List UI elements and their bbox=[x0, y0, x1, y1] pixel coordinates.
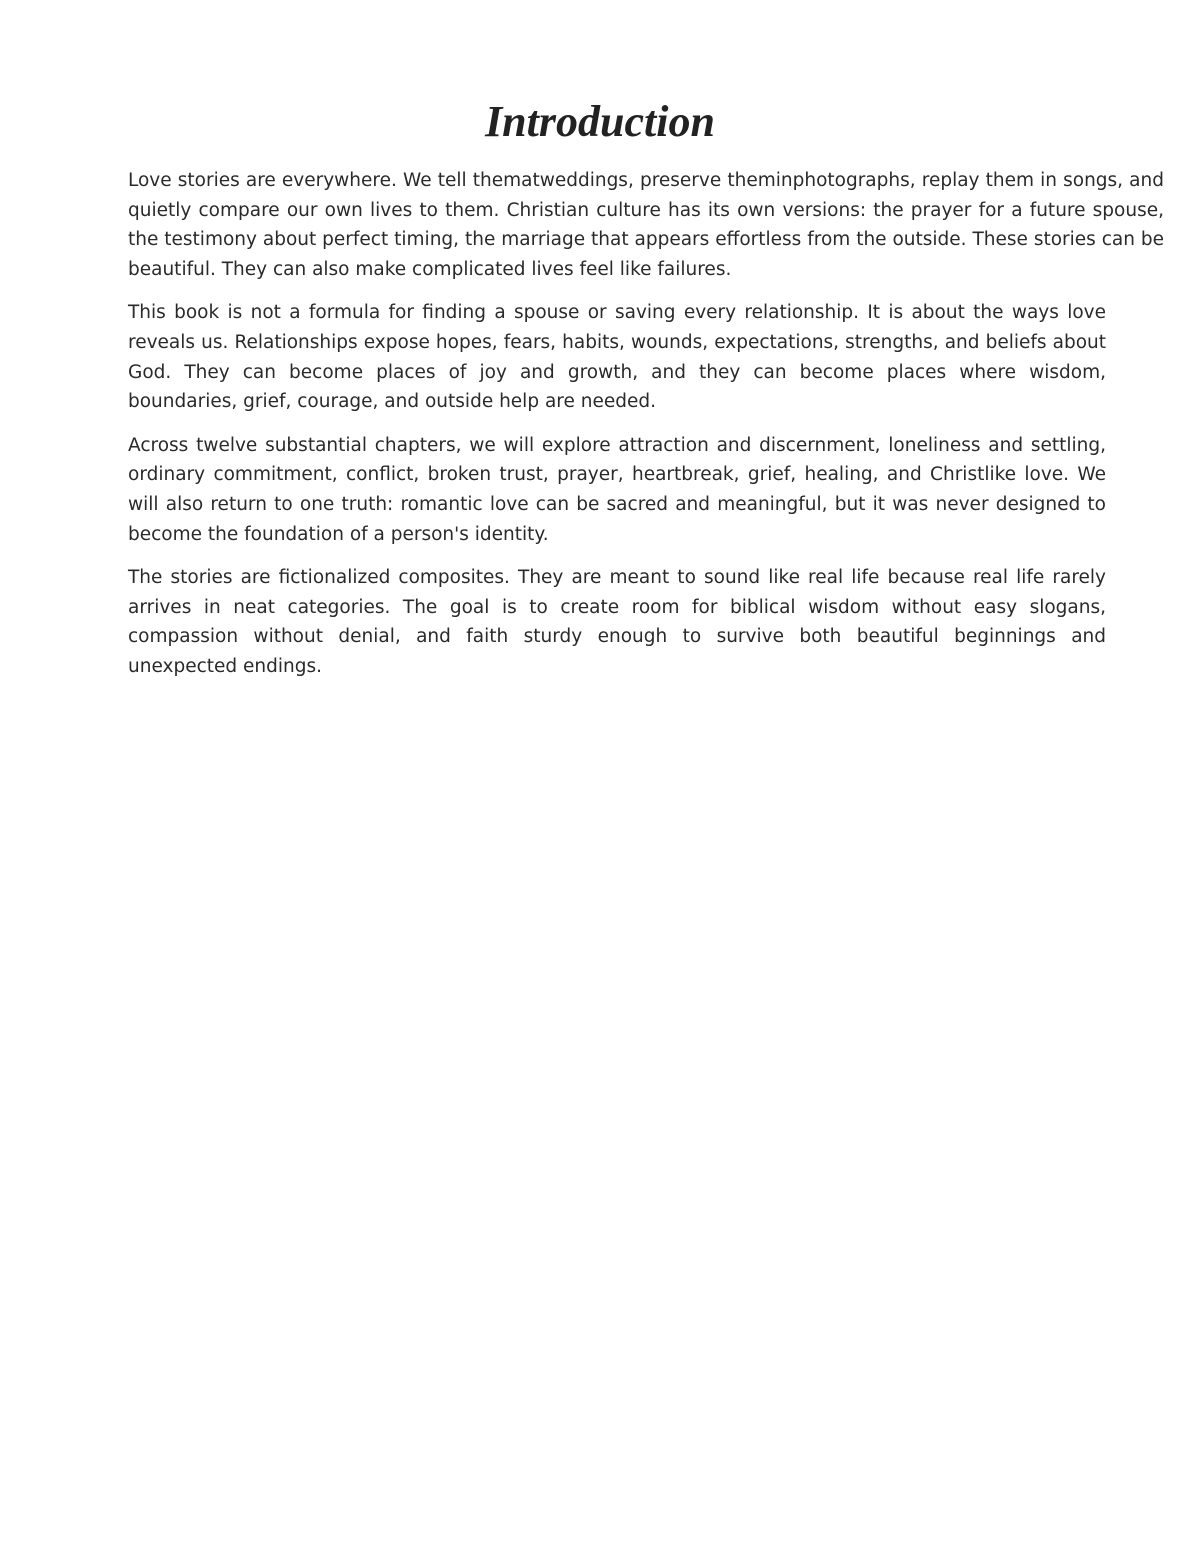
paragraph-1: Love stories are everywhere. We tell thematweddings, preserve theminphotographs, replay them in songs, and quietly compare our own lives to them. Christian culture has its own versions: the prayer for a future spouse, the testimony about perfect timing, the marriage that appears effortless from the outside. These stories can be beautiful. They can also make complicated lives feel like failures. bbox=[128, 170, 1164, 280]
paragraph-2: This book is not a formula for finding a spouse or saving every relationship. It is about the ways love reveals us. Relationships expose hopes, fears, habits, wounds, expectations, strengths, and beliefs about God. They can become places of joy and growth, and they can become places where wisdom, boundaries, grief, courage, and outside help are needed. bbox=[128, 302, 1106, 413]
paragraph-3: Across twelve substantial chapters, we will explore attraction and discernment, loneliness and settling, ordinary commitment, conflict, broken trust, prayer, heartbreak, grief, healing, and Christlike love. We will also return to one truth: romantic love can be sacred and meaningful, but it was never designed to become the foundation of a person's identity. bbox=[128, 434, 1106, 545]
paragraph-4: The stories are fictionalized composites. They are meant to sound like real life because real life rarely arrives in neat categories. The goal is to create room for biblical wisdom without easy slogans, compassion without denial, and faith sturdy enough to survive both beautiful beginnings and unexpected endings. bbox=[128, 567, 1106, 677]
introduction-body bbox=[128, 166, 1164, 696]
page-title: Introduction bbox=[485, 97, 715, 146]
